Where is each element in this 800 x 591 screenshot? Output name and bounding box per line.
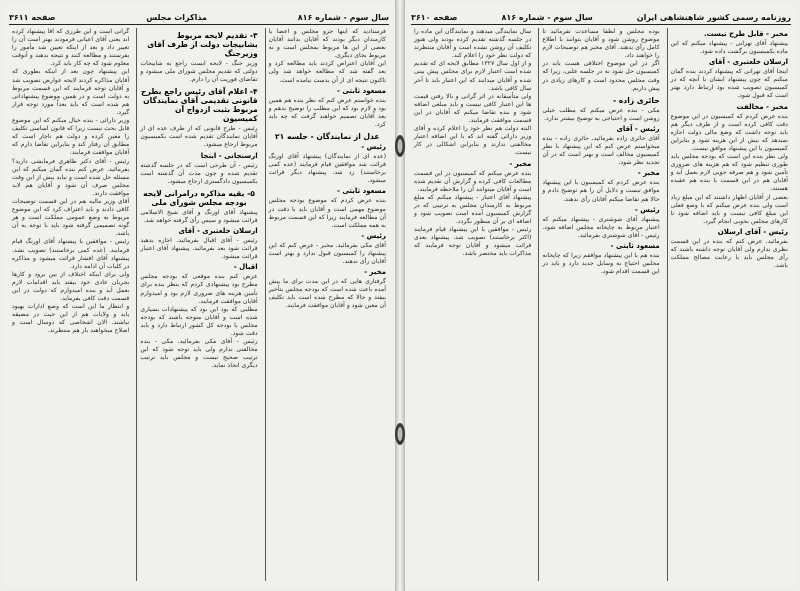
left-col-3 bbox=[9, 28, 132, 581]
paragraph: رئیس - آقای دکتر طاهری فرمایشی دارید؟ بفرمائید. عرض کنم بنده گمان میکنم که این مسئله حل شده است و نباید بیش از این وقت مجلس صرف آن شود و آقایان هم لابد موافقت دارند. bbox=[12, 157, 130, 197]
right-page bbox=[405, 4, 797, 587]
right-header-newspaper-title: روزنامه رسمی کشور شاهنشاهی ایران bbox=[636, 12, 791, 22]
speaker-name: رئیس - آقای ارسلان bbox=[717, 227, 788, 236]
speaker-name: رئیس - bbox=[361, 231, 386, 240]
speaker-name: مخبر - bbox=[364, 268, 386, 277]
left-header-title: مذاکرات مجلس bbox=[146, 12, 207, 22]
speaker-name: مخبر - bbox=[509, 159, 532, 168]
speaker-name: مخبر - bbox=[637, 169, 660, 178]
paragraph: (عده ای از نمایندگان) پیشنهاد آقای اورنگ قرائت شد موافقین قیام فرمایند (عده کمی برخاستند) رد شد. پیشنهاد دیگر قرائت میشود. bbox=[268, 153, 386, 185]
paragraph: وزیر دارائی - بنده خیال میکنم که این موضوع قابل بحث نیست زیرا که قانون اساسی تکلیف را معین کرده و دولت هم ناچار است که مطابق آن رفتار کند و بنابراین تقاضا دارم که آقایان موافقت فرمایند. bbox=[12, 117, 130, 157]
paragraph: پیشنهاد آقای شوشتری - پیشنهاد میکنم که اعتبار مربوط به چاپخانه مجلس اضافه شود. رئیس - آقای شوشتری بفرمائید. bbox=[542, 215, 660, 239]
paragraph: گرفتاری هایی که در این مدت برای ما پیش آمده باعث شده است که بودجه مجلس بتأخیر بیفتد و حالا که مطرح شده است باید تکلیف آن معین شود و آقایان موافقت فرمایند. bbox=[268, 278, 386, 310]
paragraph: ولی نظر بنده این است که بودجه مجلس باید طوری تنظیم شود که هم هزینه های ضروری تأمین شود و هم صرفه جویی لازم بعمل آید و آقایان هم در این قسمت با بنده هم عقیده هستند. bbox=[670, 153, 788, 193]
paragraph: بنده عرض میکنم که کمیسیون در این قسمت مطالعات کافی کرده و گزارش آن تقدیم شده است و آقایان میتوانند آن را ملاحظه فرمایند. bbox=[414, 169, 532, 193]
speaker-name: رئیس - آقای bbox=[616, 124, 660, 133]
paragraph: بنده عرض کردم که موضوع بودجه مجلس موضوع مهمی است و آقایان باید با دقت در آن مطالعه فرمایند زیرا که این قسمت مربوط به همه مملکت است. bbox=[268, 197, 386, 229]
speaker-name: مسعود ثابتی - bbox=[337, 86, 386, 95]
paragraph: ولی برای اینکه اختلاف از بین برود و کارها بجریان عادی خود بیفتد باید اقدامات لازم بعمل آید و بنده امیدوارم که دولت در این قسمت دقت کافی بفرماید. bbox=[12, 270, 130, 303]
right-header-issue: سال سوم - شماره ۸۱۶ bbox=[501, 12, 593, 22]
book-gutter bbox=[395, 0, 405, 591]
paragraph: بنده هم با این پیشنهاد موافقم زیرا که چاپخانه مجلس احتیاج به وسایل جدید دارد و باید در این قسمت اقدام شود. bbox=[542, 251, 660, 276]
right-header-page-number: صفحه ۳۶۱۰ bbox=[411, 12, 458, 22]
paragraph: رئیس - طرح قانونی که از طرف عده ای از آقایان نمایندگان تقدیم شده است بکمیسیون مربوط ارجاع میشود. bbox=[140, 125, 258, 149]
speaker-name: ارسنجانی - اینجا bbox=[200, 151, 258, 160]
speaker-name: رئیس - bbox=[634, 205, 660, 214]
paragraph: پیشنهاد آقای اعتبار - پیشنهاد میکنم که مبلغ مربوط به کارمندان مجلس به ترتیبی که در گزارش کمیسیون آمده است تصویب شود و اضافه ای بر آن منظور نگردد. bbox=[414, 193, 532, 226]
section-heading: ۳- تقدیم لایحه مربوط بشابیجات دولت از طرف آقای وزیرجنگ bbox=[147, 31, 258, 58]
right-page-columns bbox=[411, 28, 791, 581]
speaker-name: ارسلان خلعتبری - آقای bbox=[708, 58, 788, 67]
paragraph: آقای مکی بفرمائید. مخبر - عرض کنم که این پیشنهاد را کمیسیون قبول ندارد و بهتر است آقایان رأی ندهند. bbox=[268, 241, 386, 265]
section-heading: عدل از نمایندگان - جلسه ۲۱ bbox=[275, 132, 380, 142]
paragraph: اگر در این موضوع اختلافی هست باید در کمیسیون حل شود نه در جلسه علنی، زیرا که وقت مجلس محدود است و کارهای زیادی در پیش داریم. bbox=[542, 60, 660, 92]
paragraph: ولی متأسفانه در اثر گرانی و بالا رفتن قیمت ها این اعتبار کافی نیست و باید مبلغی اضافه شود و بنده تقاضا میکنم که آقایان در این قسمت موافقت فرمایند. bbox=[414, 92, 532, 125]
paragraph: رئیس - آقای مکی بفرمائید. مکی - بنده مخالفتی ندارم ولی باید توجه شود که این ترتیب صحیح نیست و مجلس باید ترتیب دیگری اتخاذ نماید. bbox=[140, 338, 258, 370]
paragraph: عرض کنم بنده موقعی که بودجه مجلس مطرح بود پیشنهادی کردم که بنظر بنده برای تأمین هزینه های ضروری لازم بود و امیدوارم آقایان موافقت فرمایند. bbox=[140, 273, 258, 305]
right-col-1 bbox=[667, 28, 791, 581]
paragraph: سال نمایندگی میدهند و نمایندگان این ماده را در جلسه گذشته تقدیم کرده بودند ولی هنوز تکلیف آن روشن نشده است و آقایان منتظرند که دولت نظر خود را اعلام کند. bbox=[414, 28, 532, 60]
paragraph: آقای وزیر مالیه هم در این قسمت توضیحات کافی دادند و باید اعتراف کرد که این موضوع مربوط به وضع عمومی مملکت است و هر گونه تصمیمی گرفته شود باید با توجه به آن باشد. bbox=[12, 197, 130, 238]
paragraph: بعضی از آقایان اظهار داشتند که این مبلغ زیاد است ولی بنده عرض میکنم که با وضع فعلی این مبلغ کافی نیست و باید اضافه شود تا کارهای مجلس بخوبی انجام گیرد. bbox=[670, 193, 788, 225]
speaker-name: مسعود ثابتی - bbox=[610, 241, 660, 250]
paragraph: بنده خواستم عرض کنم که نظر بنده هم همین بود و لازم بود که این مطلب را توضیح بدهم و بعد آقایان تصمیم خواهند گرفت که چه باید کرد. bbox=[268, 96, 386, 128]
paragraph: بفرمائید. عرض کنم که بنده در این قسمت نظری ندارم ولی آقایان توجه داشته باشند که رأی مجلس باید با رعایت مصالح مملکت باشد. bbox=[670, 237, 788, 270]
right-page-header bbox=[411, 10, 791, 25]
left-col-2 bbox=[136, 28, 260, 581]
paragraph: اینجا آقای تهرانی که پیشنهاد کردند بنده گمان میکنم که چون پیشنهاد ایشان با آنچه که در کمیسیون تصویب شده بود ارتباط دارد بهتر است که قبول شود. bbox=[670, 68, 788, 100]
left-header-issue: سال سوم - شماره ۸۱۶ bbox=[297, 12, 389, 22]
paragraph: بنده عرض کردم که کمیسیون در این موضوع دقت کافی کرده است و از طرف دیگر هم باید توجه داشت که وضع مالی دولت اجازه نمیدهد که بیش از این هزینه شود و بنابراین کمیسیون با این پیشنهاد موافق نیست. bbox=[670, 112, 788, 152]
speaker-name: مسعود ثابتی - bbox=[337, 187, 386, 196]
left-page-header bbox=[9, 10, 389, 25]
paragraph: وزیر جنگ - لایحه ایست راجع به شابیجات دولتی که تقدیم مجلس شورای ملی میشود و تقاضای فوریت آن را دارم. bbox=[140, 60, 258, 84]
paragraph: مکی - بنده عرض میکنم که مطلب خیلی روشن است و احتیاجی به توضیح بیشتر ندارد. bbox=[542, 106, 660, 122]
paragraph: و انتظار ما این است که وضع ادارات بهبود یابد و ولایات هم از این حیث در مضیقه نباشند. الان اشخاصی که دوسال است و اصلاح میخواهند باز هم منتظرند. bbox=[12, 303, 130, 335]
paragraph: این پیشنهاد چون بعد از اینکه بطوری که آقایان مذاکره کردند لایحه عوارض تصویب شد و آقایان توجه فرمایند که این قسمت مربوط به دولت است و در همین موضوع پیشنهاداتی هم شده است که باید بعداً مورد توجه قرار گیرد. bbox=[12, 68, 130, 116]
left-col-1 bbox=[265, 28, 389, 581]
paragraph: رئیس - موافقین با این پیشنهاد قیام فرمایند (اکثر برخاستند) تصویب شد. پیشنهاد بعدی قرائت میشود و آقایان توجه فرمایند که مذاکرات باید مختصر باشد. bbox=[414, 226, 532, 258]
paragraph: بنده عرض کردم که کمیسیون با این پیشنهاد موافق نیست و دلایل آن را هم توضیح دادم و حالا هم تقاضا میکنم آقایان رأی ندهند. bbox=[542, 179, 660, 203]
speaker-name: مخبر - مخالفت bbox=[736, 102, 788, 111]
speaker-name: رئیس - bbox=[361, 143, 386, 152]
paragraph: بوده مجلس و لطفا مساعدت تفرمائید تا موضوع روشن شود و آقایان بتوانند با اطلاع کامل رأی بدهند. آقای مخبر هم توضیحات لازم را خواهند داد. bbox=[542, 28, 660, 60]
paragraph: البته دولت هم نظر خود را اعلام کرده و آقای وزیر دارائی گفته اند که با این اضافه اعتبار مخالفتی ندارند و بنابراین اشکالی در کار نیست. bbox=[414, 125, 532, 157]
speaker-name: مخبر - قابل طرح نیست. bbox=[703, 30, 788, 38]
speaker-name: ارسلان خلعتبری - آقای bbox=[178, 227, 258, 236]
paragraph: و از اول سال ۱۳۲۷ مطابق لایحه ای که تقدیم شده است اعتبار لازم برای مجلس پیش بینی شده و آقایان میدانند که این اعتبار باید تا آخر سال کافی باشد. bbox=[414, 60, 532, 92]
section-heading: حائری زاده - bbox=[613, 95, 660, 105]
paragraph: رئیس - آن طرحی است که در جلسه گذشته تقدیم شده و چون مدت آن گذشته است بکمیسیون دادگستری ارجاع میشود. bbox=[140, 161, 258, 185]
paragraph: رئیس - موافقین با پیشنهاد آقای اورنگ قیام فرمایند. (عده کمی برخاستند) تصویب نشد. پیشنهاد آقای افشار قرائت میشود و مذاکره در کلیات آن ادامه دارد. bbox=[12, 238, 130, 270]
paragraph: پیشنهاد آقای تهرانی - پیشنهاد میکنم که این ماده بکمیسیون برگشت داده شود. bbox=[670, 40, 788, 56]
paragraph: مطلبی که بود این بود که پیشنهادات بسیاری شده است و آقایان متوجه باشند که بودجه مجلس با بودجه کل کشور ارتباط دارد و باید دقت شود. bbox=[140, 305, 258, 337]
paragraph: رئیس - آقای اقبال بفرمائید. اجازه بدهید قرائت شود بعد بفرمائید. پیشنهاد آقای اعتبار قرائت میشود. bbox=[140, 237, 258, 261]
paragraph: پیشنهاد آقای اورنگ و آقای شیخ الاسلامی قرائت میشود و سپس رأی گرفته خواهد شد. bbox=[140, 208, 258, 224]
paragraph: گرانی است و این طرزی که آقا پیشنهاد کرده اند یعنی آقای اعیانی فرمودند بهتر است آن را تغییر داد و بعد از اینکه تعیین شد مأمور را بفرستند و مطالعه کنند و نتیجه بدهند و آنوقت معلوم شود که چه کار باید کرد. bbox=[12, 28, 130, 68]
left-page-columns bbox=[9, 28, 389, 581]
speaker-name: اقبال - bbox=[233, 263, 258, 272]
paragraph: این آقایان اعتراض کردند باید مطالعه کرد و بعد گفته شد که مطالعه خواهد شد ولی تاکنون نتیجه ای از آن بدست نیامده است. bbox=[268, 60, 386, 84]
left-page bbox=[3, 4, 395, 587]
section-heading: ۵- بقیه مذاکره درامرانی لایحه بودجه مجلس شورای ملی bbox=[143, 188, 255, 207]
right-col-3 bbox=[411, 28, 534, 581]
paragraph: آقای حائری زاده بفرمائید. حائری زاده - بنده میخواستم عرض کنم که این پیشنهاد با نظر کمیسیون مخالف است و بهتر است که در آن تجدید نظر شود. bbox=[542, 134, 660, 167]
right-col-2 bbox=[538, 28, 662, 581]
section-heading: ۴- اعلام آقای رئیس راجع بطرح قانونی تقدیمی آقای نمایندگان مربوط بثبت ازدواج آن کمیسیون bbox=[141, 87, 258, 124]
left-header-page-number: صفحه ۳۶۱۱ bbox=[9, 12, 56, 22]
paragraph: فرستادید که اینها جزو مجلس و اعضا یا کارمندان دیگر بودند که آقایان بدانند آقایان بعضی از این ها مربوط بمجلس است و نه مربوط بجای دیگری. bbox=[268, 28, 386, 60]
